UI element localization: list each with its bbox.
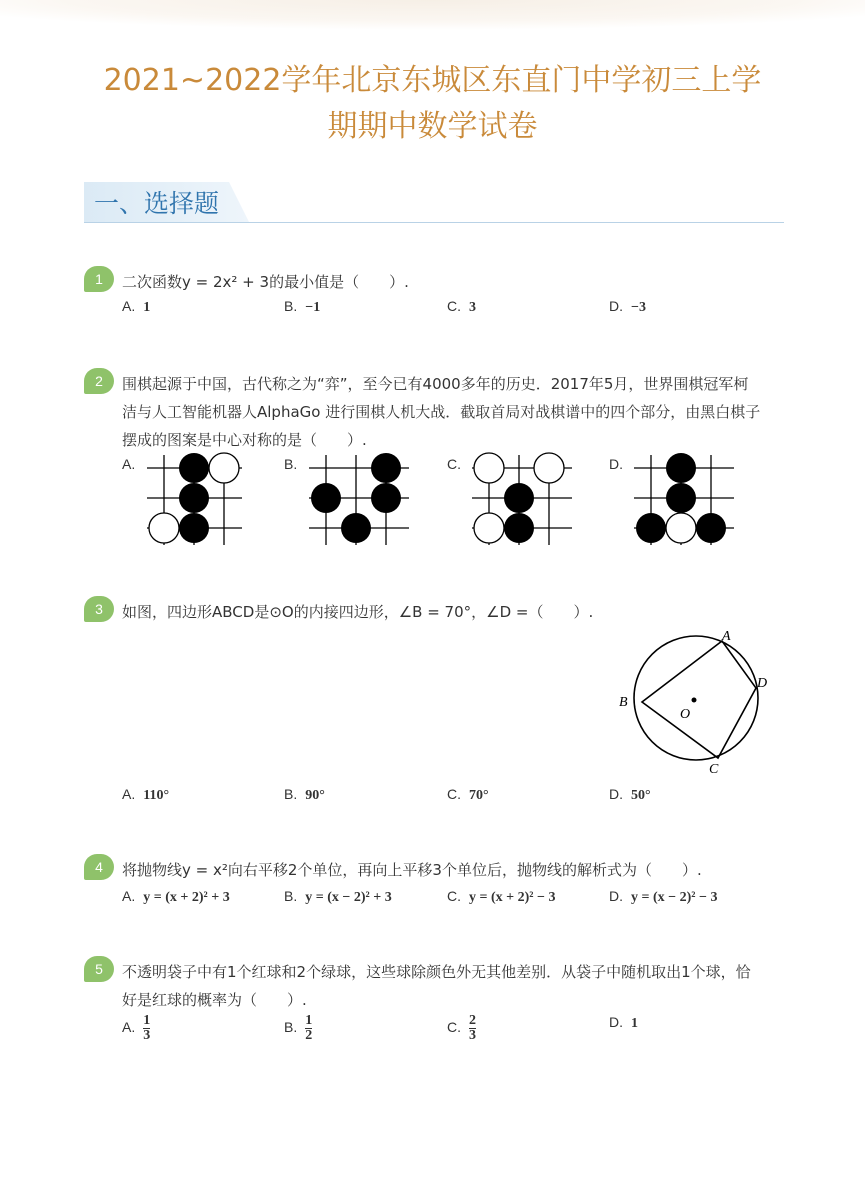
circle-quadrilateral-figure <box>614 626 784 776</box>
title-line-1: 2021~2022学年北京东城区东直门中学初三上学 <box>103 63 762 98</box>
go-board-pattern-b <box>304 450 434 550</box>
go-board-pattern-d <box>629 450 759 550</box>
go-board-pattern-c <box>467 450 597 550</box>
question-stem: 二次函数y = 2x² + 3的最小值是（ ）. <box>122 273 409 291</box>
option-c[interactable]: C. 3 <box>447 298 476 315</box>
question-number-badge: 2 <box>84 368 114 394</box>
section-divider <box>84 222 784 223</box>
label-d: D <box>757 676 768 691</box>
section-title: 一、选择题 <box>94 189 220 218</box>
option-a[interactable]: A. 1 <box>122 298 151 315</box>
option-b[interactable]: B. y = (x − 2)² + 3 <box>284 888 392 905</box>
option-d[interactable]: D. 1 <box>609 1014 638 1031</box>
label-b: B <box>619 695 628 710</box>
question-number-badge: 1 <box>84 266 114 292</box>
title-line-2: 期期中数学试卷 <box>327 109 538 144</box>
option-a[interactable]: A. 110° <box>122 786 170 803</box>
option-row: A. B. C. D. <box>122 456 762 556</box>
question-number-badge: 5 <box>84 956 114 982</box>
option-a[interactable]: A. $\frac{1}{3}$ <box>122 1013 151 1043</box>
question-stem: 如图，四边形ABCD是⊙O的内接四边形，∠B = 70°，∠D =（ ）. <box>122 603 594 621</box>
question-number-badge: 4 <box>84 854 114 880</box>
option-c[interactable]: C. $\frac{2}{3}$ <box>447 1013 476 1043</box>
option-d[interactable]: D. y = (x − 2)² − 3 <box>609 888 718 905</box>
option-row <box>122 298 762 326</box>
fraction: $\frac{1}{3}$ <box>143 1013 151 1043</box>
label-a: A <box>722 629 731 644</box>
option-b[interactable]: B. $\frac{1}{2}$ <box>284 1013 313 1043</box>
option-row <box>122 888 762 916</box>
question-stem: 不透明袋子中有1个红球和2个绿球，这些球除颜色外无其他差别．从袋子中随机取出1个球，恰 好是红球的概率为（ ）. <box>122 963 751 1009</box>
question-stem: 围棋起源于中国，古代称之为“弈”，至今已有4000多年的历史．2017年5月，世界围棋冠军柯 洁与人工智能机器人AlphaGo 进行围棋人机大战．截取首局对战棋谱中的四个部分，由黑白棋子 摆成的图案是中心对称的是（ ）. <box>122 375 761 449</box>
question-number-badge: 3 <box>84 596 114 622</box>
go-board-pattern-a <box>142 450 272 550</box>
option-b[interactable]: B. 90° <box>284 786 325 803</box>
fraction: $\frac{2}{3}$ <box>469 1013 476 1043</box>
option-b[interactable]: B. −1 <box>284 298 321 315</box>
option-d[interactable]: D. −3 <box>609 298 646 315</box>
top-decoration <box>0 0 865 30</box>
option-c[interactable]: C. 70° <box>447 786 489 803</box>
option-row <box>122 786 762 814</box>
option-c[interactable]: C. y = (x + 2)² − 3 <box>447 888 556 905</box>
option-row <box>122 1014 762 1050</box>
label-o: O <box>680 707 691 722</box>
page-title <box>60 58 805 150</box>
section-header <box>84 182 784 224</box>
label-c: C <box>709 762 719 776</box>
option-a[interactable]: A. y = (x + 2)² + 3 <box>122 888 230 905</box>
option-d[interactable]: D. 50° <box>609 786 651 803</box>
question-stem: 将抛物线y = x²向右平移2个单位，再向上平移3个单位后，抛物线的解析式为（ ）. <box>122 861 702 879</box>
fraction: $\frac{1}{2}$ <box>305 1013 313 1043</box>
